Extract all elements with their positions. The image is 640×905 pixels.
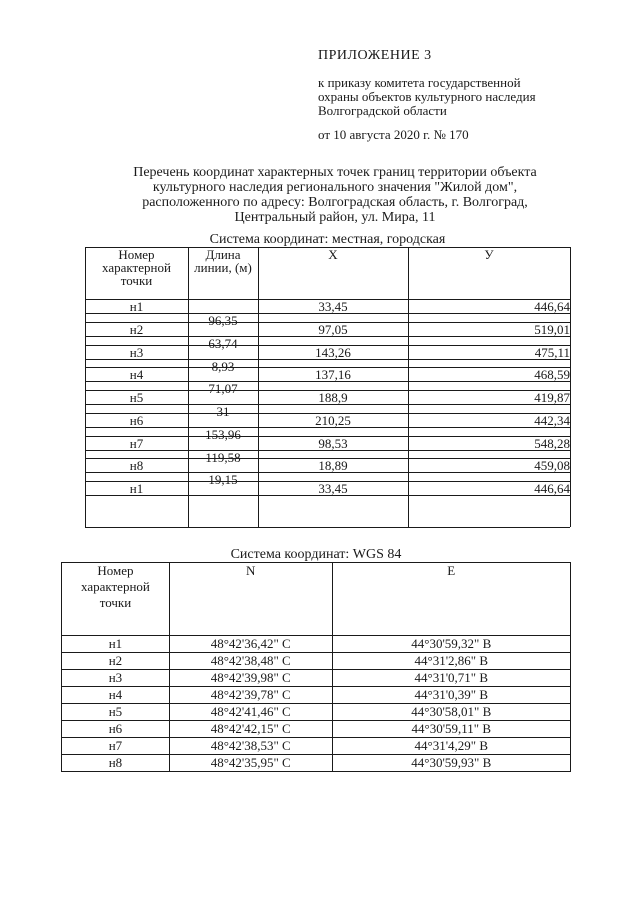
coord-y: 548,28 xyxy=(534,435,570,451)
coord-e: 44°30'59,32" В xyxy=(332,636,570,653)
table-row xyxy=(62,738,571,755)
grid-line xyxy=(85,336,570,337)
line-length: 71,07 xyxy=(208,381,238,397)
grid-line xyxy=(85,427,570,428)
appendix-subtitle-line: к приказу комитета государственной xyxy=(318,75,521,90)
grid-line xyxy=(85,450,570,451)
coord-n: 48°42'42,15" С xyxy=(169,721,332,738)
table-row xyxy=(62,636,571,653)
document-title-line: Центральный район, ул. Мира, 11 xyxy=(234,210,436,225)
coord-y: 475,11 xyxy=(534,344,570,360)
grid-line xyxy=(85,495,570,496)
appendix-date: от 10 августа 2020 г. № 170 xyxy=(318,127,469,142)
coord-x: 33,45 xyxy=(318,481,348,496)
coord-y: 419,87 xyxy=(534,390,570,405)
header-point-number: Номер характерной точки xyxy=(102,247,171,288)
point-name: н2 xyxy=(62,653,170,670)
point-name: н3 xyxy=(129,344,144,360)
coord-e: 44°31'4,29" В xyxy=(332,738,570,755)
appendix-title: ПРИЛОЖЕНИЕ 3 xyxy=(318,48,432,63)
grid-line xyxy=(85,404,570,405)
coord-e: 44°30'59,11" В xyxy=(332,721,570,738)
header-line-length: Длина линии, (м) xyxy=(194,247,252,275)
grid-line xyxy=(85,313,570,314)
table2-system-title: Система координат: WGS 84 xyxy=(230,547,402,562)
coord-y: 468,59 xyxy=(534,367,570,383)
point-name: н8 xyxy=(129,458,144,474)
coord-x: 143,26 xyxy=(315,344,351,360)
point-name: н6 xyxy=(62,721,170,738)
point-name: н5 xyxy=(62,704,170,721)
header-y: У xyxy=(484,247,494,262)
appendix-subtitle xyxy=(318,76,588,118)
line-length: 96,35 xyxy=(208,313,238,328)
grid-line xyxy=(85,527,570,528)
point-name: н8 xyxy=(62,755,170,772)
point-name: н1 xyxy=(62,636,170,653)
point-name: н7 xyxy=(62,738,170,755)
header-n: N xyxy=(169,563,332,636)
coord-y: 442,34 xyxy=(534,412,570,428)
point-name: н6 xyxy=(129,412,144,428)
coord-y: 446,64 xyxy=(534,299,570,314)
line-length: 153,96 xyxy=(205,426,241,442)
point-name: н4 xyxy=(129,367,144,383)
line-length: 8,93 xyxy=(211,358,235,374)
line-length: 19,15 xyxy=(208,472,238,488)
table-row xyxy=(62,687,571,704)
grid-line xyxy=(85,359,570,360)
document-title-line: Перечень координат характерных точек границ территории объекта xyxy=(133,165,537,180)
appendix-subtitle-line: охраны объектов культурного наследия xyxy=(318,89,536,104)
coord-e: 44°30'59,93" В xyxy=(332,755,570,772)
grid-line xyxy=(570,247,571,527)
point-name: н4 xyxy=(62,687,170,704)
coord-e: 44°30'58,01" В xyxy=(332,704,570,721)
coord-n: 48°42'38,48" С xyxy=(169,653,332,670)
appendix-subtitle-line: Волгоградской области xyxy=(318,103,447,118)
coord-x: 210,25 xyxy=(315,412,351,428)
coord-y: 459,08 xyxy=(534,458,570,474)
coord-x: 137,16 xyxy=(315,367,351,383)
coord-y: 519,01 xyxy=(534,321,570,337)
coord-x: 18,89 xyxy=(318,458,348,474)
grid-line xyxy=(85,247,570,248)
coord-e: 44°31'0,39" В xyxy=(332,687,570,704)
coord-e: 44°31'2,86" В xyxy=(332,653,570,670)
coord-n: 48°42'35,95" С xyxy=(169,755,332,772)
coord-e: 44°31'0,71" В xyxy=(332,670,570,687)
local-coordinates-table xyxy=(85,247,570,527)
coord-y: 446,64 xyxy=(534,481,570,496)
coord-n: 48°42'36,42" С xyxy=(169,636,332,653)
line-length: 31 xyxy=(216,404,230,419)
table-row xyxy=(62,721,571,738)
coord-x: 98,53 xyxy=(318,435,348,451)
coord-n: 48°42'39,98" С xyxy=(169,670,332,687)
line-length: 63,74 xyxy=(208,335,238,351)
table1-system-title: Система координат: местная, городская xyxy=(209,232,446,247)
point-name: н2 xyxy=(129,321,144,337)
point-name: н5 xyxy=(129,390,144,405)
document-title xyxy=(60,165,610,225)
table-row xyxy=(62,670,571,687)
wgs84-coordinates-table xyxy=(61,562,571,772)
grid-line xyxy=(85,472,570,473)
table-row xyxy=(62,704,571,721)
coord-n: 48°42'38,53" С xyxy=(169,738,332,755)
point-name: н3 xyxy=(62,670,170,687)
document-title-line: культурного наследия регионального значения "Жилой дом", xyxy=(152,180,518,195)
line-length: 119,58 xyxy=(205,449,241,465)
coord-n: 48°42'41,46" С xyxy=(169,704,332,721)
coord-x: 188,9 xyxy=(318,390,348,405)
header-point-number: Номер характерной точки xyxy=(62,563,170,636)
coord-x: 33,45 xyxy=(318,299,348,314)
grid-line xyxy=(85,381,570,382)
coord-x: 97,05 xyxy=(318,321,348,337)
header-e: E xyxy=(332,563,570,636)
header-x: X xyxy=(328,247,338,262)
point-name: н7 xyxy=(129,435,144,451)
document-title-line: расположенного по адресу: Волгоградская область, г. Волгоград, xyxy=(142,195,528,210)
coord-n: 48°42'39,78" С xyxy=(169,687,332,704)
table-row xyxy=(62,755,571,772)
point-name: н1 xyxy=(129,299,144,314)
point-name: н1 xyxy=(129,481,144,496)
table-row xyxy=(62,653,571,670)
